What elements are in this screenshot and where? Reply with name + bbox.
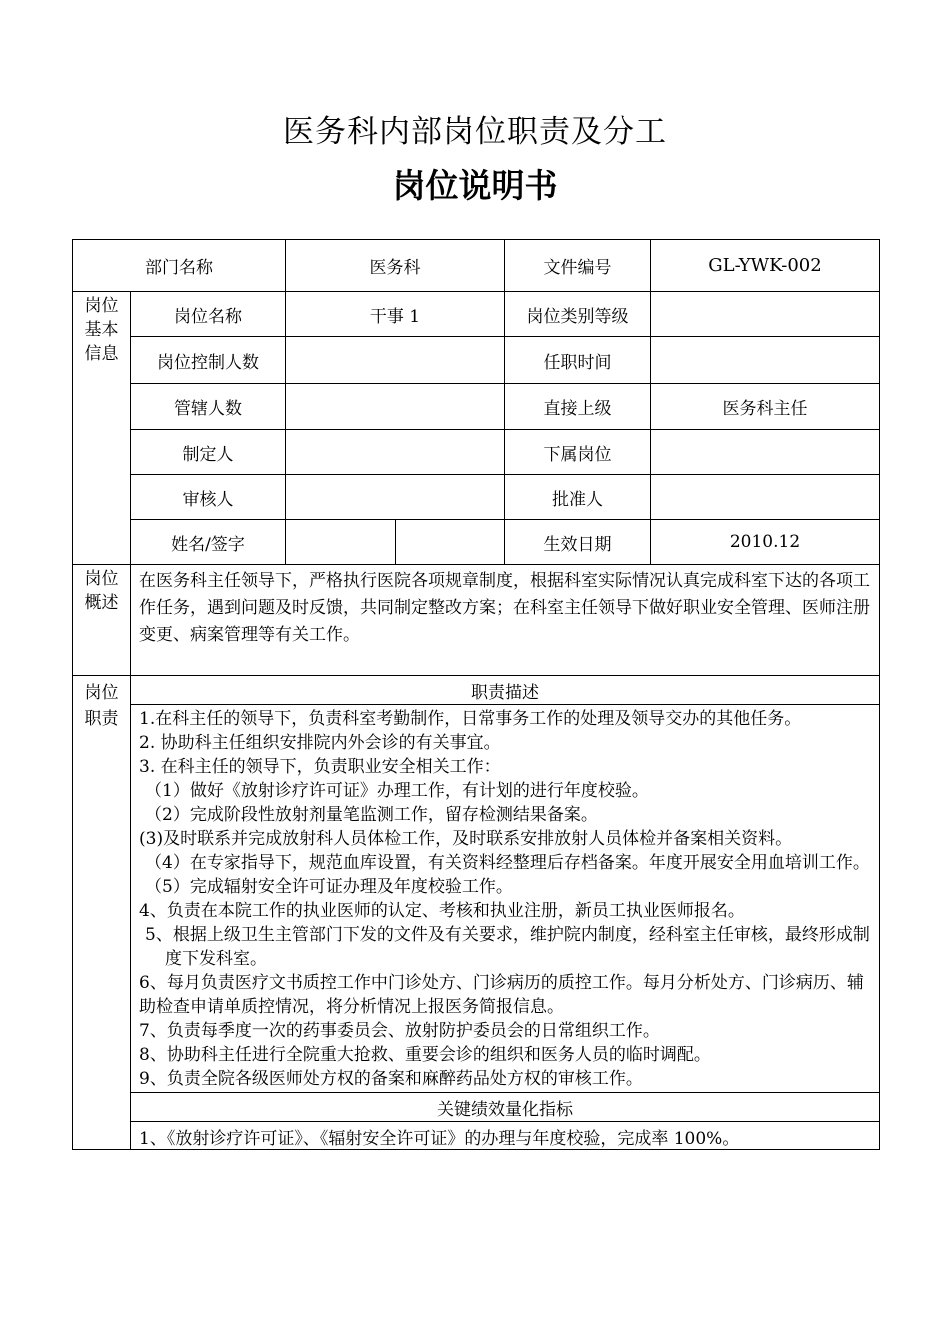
duty-item: 8、协助科主任进行全院重大抢救、重要会诊的组织和医务人员的临时调配。 <box>139 1045 711 1065</box>
post-grade-label: 岗位类别等级 <box>505 292 651 337</box>
duty-subitem: （2）完成阶段性放射剂量笔监测工作，留存检测结果备案。 <box>145 805 598 825</box>
superior-label: 直接上级 <box>505 384 651 430</box>
sub-post-value <box>651 430 880 475</box>
headcount-label: 岗位控制人数 <box>131 337 286 384</box>
effective-date-value: 2010.12 <box>651 520 880 565</box>
approver-label: 批准人 <box>505 475 651 520</box>
reviewer-label: 审核人 <box>131 475 286 520</box>
post-name-label: 岗位名称 <box>131 292 286 337</box>
effective-date-label: 生效日期 <box>505 520 651 565</box>
duties-header: 职责描述 <box>131 676 880 705</box>
reviewer-value <box>286 475 505 520</box>
basic-info-section-label: 岗位 基本 信息 <box>73 292 131 565</box>
document-subtitle: 岗位说明书 <box>392 166 558 205</box>
sub-post-label: 下属岗位 <box>505 430 651 475</box>
duty-subitem: (3)及时联系并完成放射科人员体检工作，及时联系安排放射人员体检并备案相关资料。 <box>139 829 793 849</box>
duty-item: 5、根据上级卫生主管部门下发的文件及有关要求，维护院内制度，经科室主任审核，最终形成制度下发科室。 <box>145 925 870 969</box>
signature-cell <box>396 520 505 565</box>
duty-item: 1.在科主任的领导下，负责科室考勤制作，日常事务工作的处理及领导交办的其他任务。 <box>139 709 802 729</box>
fileno-value: GL-YWK-002 <box>651 240 880 292</box>
tenure-label: 任职时间 <box>505 337 651 384</box>
document-title: 医务科内部岗位职责及分工 <box>283 114 667 150</box>
name-cell <box>286 520 396 565</box>
maker-label: 制定人 <box>131 430 286 475</box>
duty-item: 2. 协助科主任组织安排院内外会诊的有关事宜。 <box>139 733 501 753</box>
duty-subitem: （5）完成辐射安全许可证办理及年度校验工作。 <box>145 877 513 897</box>
kpi-item: 1、《放射诊疗许可证》、《辐射安全许可证》的办理与年度校验，完成率 100%。 <box>131 1122 880 1150</box>
duty-subitem: （4）在专家指导下，规范血库设置，有关资料经整理后存档备案。年度开展安全用血培训工作。 <box>145 853 870 873</box>
dept-value: 医务科 <box>286 240 505 292</box>
duties-list <box>131 705 880 1093</box>
fileno-label: 文件编号 <box>505 240 651 292</box>
approver-value <box>651 475 880 520</box>
post-name-value: 干事 1 <box>286 292 505 337</box>
maker-value <box>286 430 505 475</box>
duty-item: 9、负责全院各级医师处方权的备案和麻醉药品处方权的审核工作。 <box>139 1069 643 1089</box>
duty-subitem: （1）做好《放射诊疗许可证》办理工作，有计划的进行年度校验。 <box>145 781 649 801</box>
subordinates-label: 管辖人数 <box>131 384 286 430</box>
job-description-table <box>72 239 880 1150</box>
dept-label: 部门名称 <box>73 240 286 292</box>
superior-value: 医务科主任 <box>651 384 880 430</box>
sign-label: 姓名/签字 <box>131 520 286 565</box>
duty-item: 6、每月负责医疗文书质控工作中门诊处方、门诊病历的质控工作。每月分析处方、门诊病历、辅助检查申请单质控情况，将分析情况上报医务简报信息。 <box>139 973 864 1017</box>
overview-section-label: 岗位 概述 <box>73 565 131 676</box>
headcount-value <box>286 337 505 384</box>
duty-item: 3. 在科主任的领导下，负责职业安全相关工作： <box>139 757 501 777</box>
tenure-value <box>651 337 880 384</box>
duties-section-label: 岗位 职责 <box>73 676 131 1150</box>
post-grade-value <box>651 292 880 337</box>
kpi-header: 关键绩效量化指标 <box>131 1093 880 1122</box>
subordinates-value <box>286 384 505 430</box>
duty-item: 4、负责在本院工作的执业医师的认定、考核和执业注册，新员工执业医师报名。 <box>139 901 745 921</box>
overview-text: 在医务科主任领导下，严格执行医院各项规章制度，根据科室实际情况认真完成科室下达的各项工作任务，遇到问题及时反馈，共同制定整改方案；在科室主任领导下做好职业安全管理、医师注册变更、病案管理等有关工作。 <box>131 565 880 676</box>
duty-item: 7、负责每季度一次的药事委员会、放射防护委员会的日常组织工作。 <box>139 1021 660 1041</box>
